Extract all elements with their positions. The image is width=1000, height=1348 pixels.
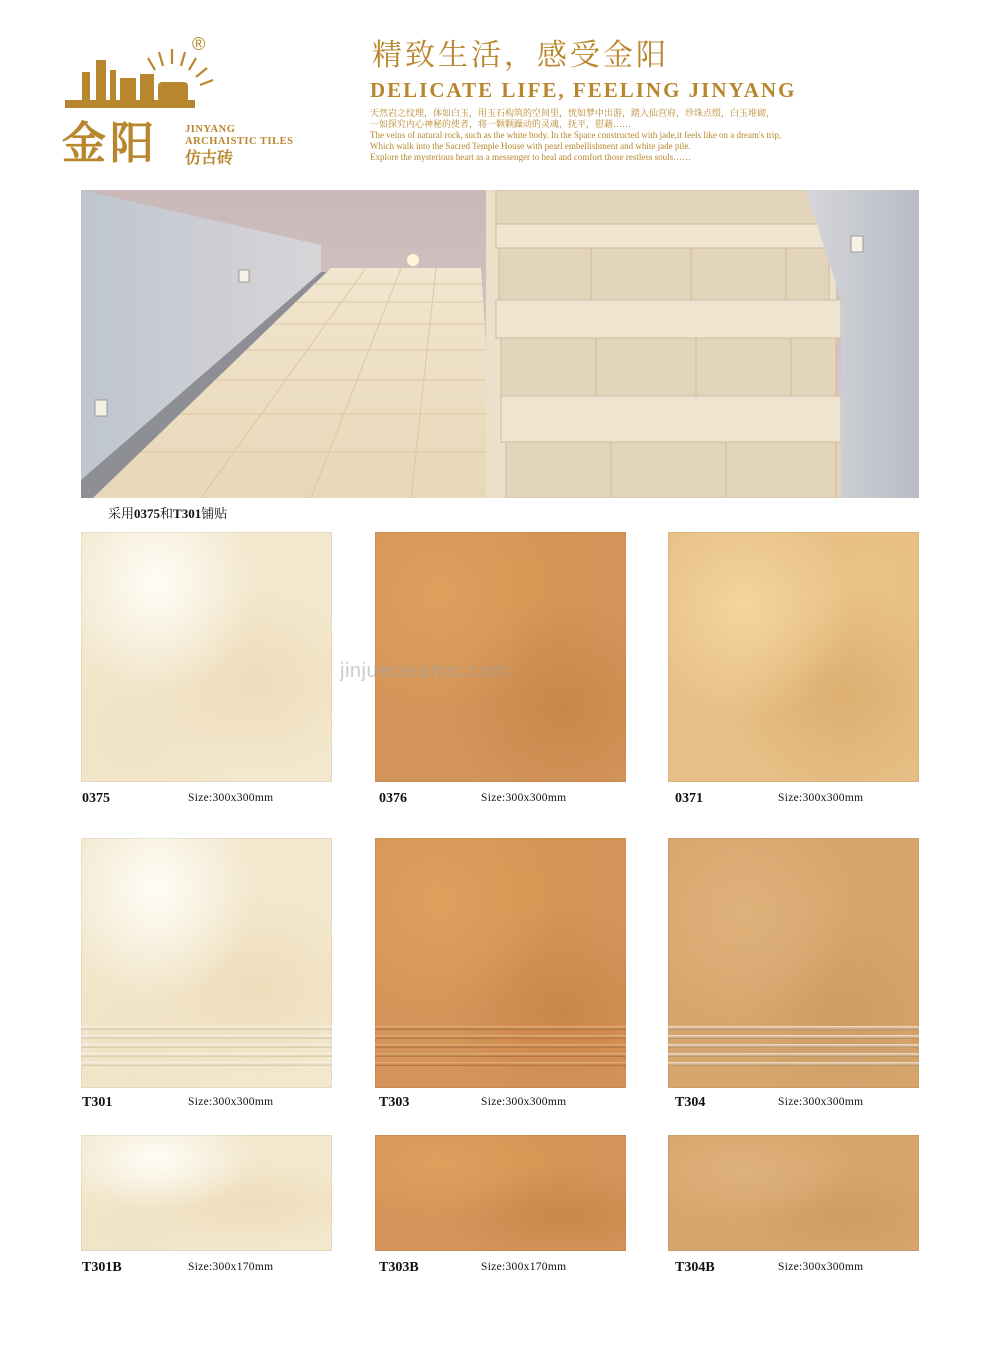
watermark-text: jinjueceramic.com	[340, 660, 509, 682]
product-size: Size:300x300mm	[778, 1096, 864, 1108]
tile-swatch-0375	[81, 532, 332, 782]
slogan-cn: 精致生活，感受金阳	[372, 38, 669, 73]
tile-swatch-T301B	[81, 1135, 332, 1251]
product-code: T303	[379, 1095, 410, 1110]
product-code: 0371	[675, 791, 703, 806]
step-grooves	[81, 1026, 332, 1071]
scene-caption: 采用0375和T301铺贴	[108, 506, 228, 522]
step-grooves	[375, 1026, 626, 1071]
product-code: 0376	[379, 791, 407, 806]
slogan-description: 天然岩之纹理，体如白玉，用玉石构筑的空间里，恍如梦中出游，踏入仙宫府，珍珠点缀，白玉堆砌， 一如探究内心神秘的使者，将一颗颗躁动的灵魂，抚平，慰藉…… The veins of natural rock, such as the white body. In the Space constructed with jade,it feels like on a dream's trip, Which walk into the Sacred Temple House with pearl embellishment and white jade pile. Explore the mysterious heart as a messenger to heal and comfort those restless souls……	[370, 108, 782, 162]
product-size: Size:300x300mm	[188, 792, 274, 804]
product-code: T304B	[675, 1260, 715, 1275]
step-grooves	[668, 1026, 919, 1071]
slogan-en: DELICATE LIFE, FEELING JINYANG	[370, 78, 797, 102]
product-size: Size:300x300mm	[481, 1096, 567, 1108]
tile-swatch-T303	[375, 838, 626, 1088]
room-scene-image	[81, 190, 919, 498]
brand-subtitle: 仿古砖	[185, 148, 234, 167]
product-size: Size:300x170mm	[188, 1261, 274, 1273]
product-code: T304	[675, 1095, 706, 1110]
registered-mark: ®	[192, 34, 206, 54]
tile-swatch-T304	[668, 838, 919, 1088]
product-code: 0375	[82, 791, 110, 806]
product-size: Size:300x300mm	[188, 1096, 274, 1108]
product-code: T303B	[379, 1260, 419, 1275]
product-size: Size:300x170mm	[481, 1261, 567, 1273]
tile-swatch-0376	[375, 532, 626, 782]
product-size: Size:300x300mm	[778, 792, 864, 804]
tile-swatch-T304B	[668, 1135, 919, 1251]
product-size: Size:300x300mm	[481, 792, 567, 804]
product-code: T301	[82, 1095, 113, 1110]
product-code: T301B	[82, 1260, 122, 1275]
tile-swatch-T301	[81, 838, 332, 1088]
brand-name-en: JINYANG ARCHAISTIC TILES	[185, 124, 294, 147]
product-size: Size:300x300mm	[778, 1261, 864, 1273]
tile-swatch-T303B	[375, 1135, 626, 1251]
buildings-icon	[65, 60, 195, 108]
tile-swatch-0371	[668, 532, 919, 782]
brand-name-cn: 金阳	[62, 118, 158, 169]
